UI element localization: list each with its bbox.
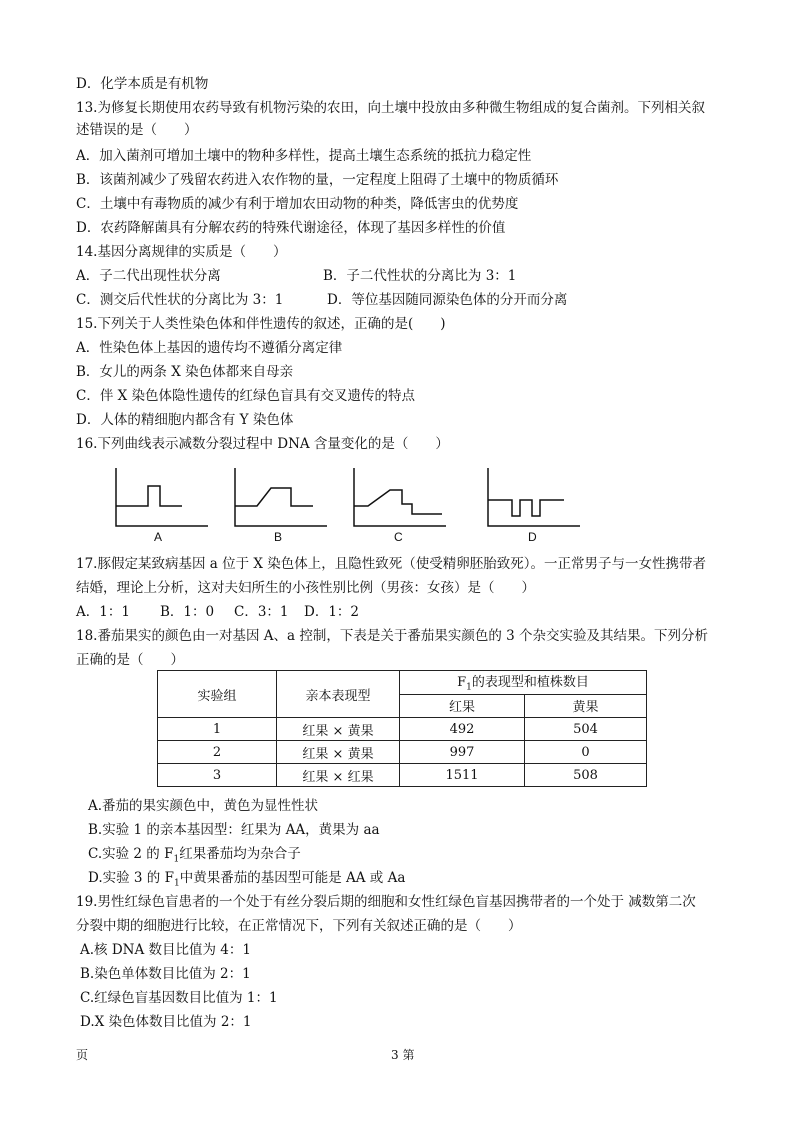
table-row — [158, 764, 647, 787]
cell-yellow: 508 — [525, 764, 647, 787]
q19-option-c: C.红绿色盲基因数目比值为 1：1 — [80, 990, 278, 1006]
q13-stem-cont: 述错误的是（ ） — [76, 122, 198, 138]
graph-a — [110, 466, 210, 528]
q17-option-b: B．1：0 — [160, 604, 215, 620]
q19-option-b: B.染色单体数目比值为 2：1 — [80, 966, 251, 982]
q18-stem-cont: 正确的是（ ） — [76, 652, 184, 668]
q17-stem: 17.豚假定某致病基因 a 位于 X 染色体上，且隐性致死（使受精卵胚胎致死）。一正常男子与一女性携带者 — [76, 556, 707, 572]
q18-stem: 18.番茄果实的颜色由一对基因 A、a 控制，下表是关于番茄果实颜色的 3 个杂交实验及其结果。下列分析 — [76, 628, 709, 644]
q15-option-b: B．女儿的两条 X 染色体都来自母亲 — [76, 364, 294, 380]
cell-group: 1 — [158, 718, 277, 741]
page-number: 3 第 — [391, 1048, 415, 1062]
cell-red: 1511 — [400, 764, 525, 787]
table-row — [158, 741, 647, 764]
q17-stem-cont: 结婚，理论上分析，这对夫妇所生的小孩性别比例（男孩：女孩）是（ ） — [76, 580, 535, 596]
q14-stem: 14.基因分离规律的实质是（ ） — [76, 244, 287, 260]
q14-option-c: C．测交后代性状的分离比为 3：1 — [76, 292, 284, 308]
header-parent: 亲本表现型 — [277, 671, 400, 718]
q19-stem-cont: 分裂中期的细胞进行比较，在正常情况下，下列有关叙述正确的是（ ） — [76, 918, 522, 934]
graph-d — [482, 466, 582, 528]
q16-stem: 16.下列曲线表示减数分裂过程中 DNA 含量变化的是（ ） — [76, 436, 449, 452]
q13-stem: 13.为修复长期使用农药导致有机物污染的农田，向土壤中投放由多种微生物组成的复合菌剂。下列相关叙 — [76, 100, 705, 116]
graph-c — [348, 466, 448, 528]
cell-parent: 红果 × 黄果 — [277, 718, 400, 741]
q13-option-d: D．农药降解菌具有分解农药的特殊代谢途径，体现了基因多样性的价值 — [76, 220, 506, 236]
footer-left: 页 — [76, 1048, 89, 1062]
cell-parent: 红果 × 红果 — [277, 764, 400, 787]
cell-yellow: 504 — [525, 718, 647, 741]
header-yellow: 黄果 — [525, 694, 647, 718]
q15-option-a: A．性染色体上基因的遗传均不遵循分离定律 — [76, 340, 343, 356]
cell-parent: 红果 × 黄果 — [277, 741, 400, 764]
header-red: 红果 — [400, 694, 525, 718]
graph-b — [229, 466, 329, 528]
cell-yellow: 0 — [525, 741, 647, 764]
cell-red: 492 — [400, 718, 525, 741]
header-group: 实验组 — [158, 671, 277, 718]
header-f1: $F_1$的表现型和植株数目 — [400, 671, 647, 695]
q18-option-b: B.实验 1 的亲本基因型：红果为 AA，黄果为 aa — [88, 822, 380, 838]
q19-stem: 19.男性红绿色盲患者的一个处于有丝分裂后期的细胞和女性红绿色盲基因携带者的一个处于 减数第二次 — [76, 894, 696, 910]
q17-options — [76, 602, 359, 622]
q18-option-c: C.实验 2 的 $F_1$红果番茄均为杂合子 — [88, 846, 301, 865]
q13-option-c: C．土壤中有毒物质的减少有利于增加农田动物的种类，降低害虫的优势度 — [76, 196, 519, 212]
q18-option-a: A.番茄的果实颜色中，黄色为显性性状 — [88, 798, 319, 814]
graph-d-label: D — [528, 530, 537, 544]
graph-c-label: C — [394, 530, 403, 544]
q14-option-a: A．子二代出现性状分离 — [76, 268, 221, 284]
table-row — [158, 718, 647, 741]
cell-red: 997 — [400, 741, 525, 764]
q15-option-d: D．人体的精细胞内都含有 Y 染色体 — [76, 412, 294, 428]
q15-stem: 15.下列关于人类性染色体和伴性遗传的叙述，正确的是( ) — [76, 316, 446, 332]
q14-option-b: B．子二代性状的分离比为 3：1 — [323, 268, 517, 284]
q14-option-d: D．等位基因随同源染色体的分开而分离 — [327, 292, 568, 308]
q19-option-a: A.核 DNA 数目比值为 4：1 — [80, 942, 251, 958]
q17-option-a: A．1：1 — [76, 604, 130, 620]
q18-option-d: D.实验 3 的 $F_1$中黄果番茄的基因型可能是 AA 或 Aa — [88, 870, 406, 889]
cell-group: 2 — [158, 741, 277, 764]
q17-option-d: D．1：2 — [304, 604, 360, 620]
experiment-table — [157, 670, 647, 787]
q15-option-c: C．伴 X 染色体隐性遗传的红绿色盲具有交叉遗传的特点 — [76, 388, 416, 404]
q17-option-c: C．3：1 — [234, 604, 289, 620]
q13-option-a: A．加入菌剂可增加土壤中的物种多样性，提高土壤生态系统的抵抗力稳定性 — [76, 148, 532, 164]
graph-b-label: B — [274, 530, 283, 544]
q19-option-d: D.X 染色体数目比值为 2：1 — [80, 1014, 252, 1030]
q13-option-b: B．该菌剂减少了残留农药进入农作物的量，一定程度上阻碍了土壤中的物质循环 — [76, 172, 559, 188]
cell-group: 3 — [158, 764, 277, 787]
graph-a-label: A — [154, 530, 163, 544]
q12-option-d: D．化学本质是有机物 — [76, 76, 209, 92]
